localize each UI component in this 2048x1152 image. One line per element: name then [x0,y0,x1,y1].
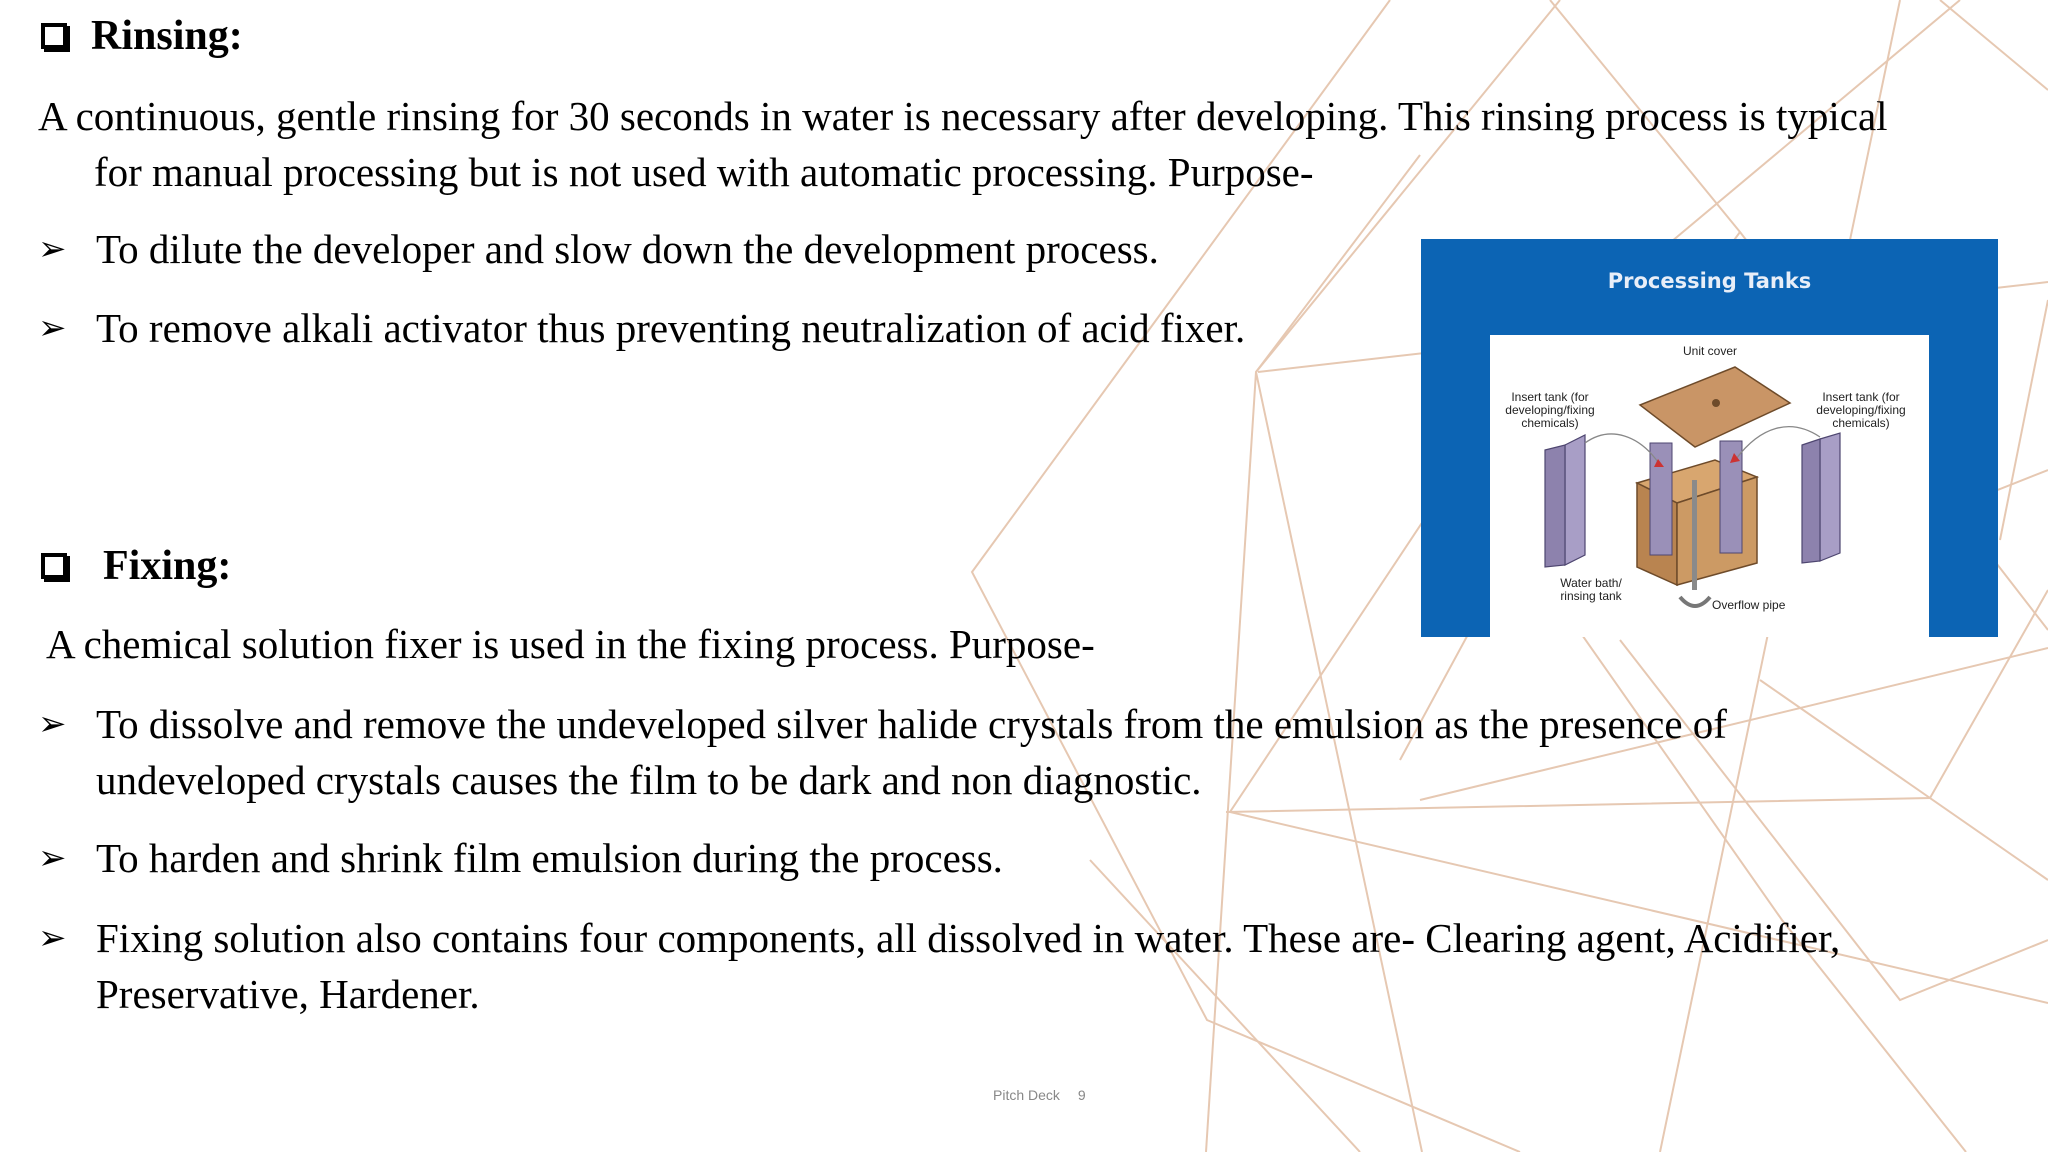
inner-insert-right [1720,441,1742,553]
unit-cover-shape [1640,367,1790,447]
rinsing-bullet-text: To remove alkali activator thus preventing neutralization of acid fixer. [96,305,1246,351]
label-water-bath: Water bath/ rinsing tank [1560,576,1622,603]
fixing-bullet-text: To harden and shrink film emulsion during the process. [96,835,1003,881]
label-unit-cover: Unit cover [1682,344,1738,358]
fixing-bullet-line2: undeveloped crystals causes the film to be dark and non diagnostic. [96,757,1202,803]
arrow-bullet-icon: ➢ [38,918,67,958]
rinsing-heading-text: Rinsing: [91,13,243,59]
checkbox-icon [41,23,67,49]
label-insert-tank-right: Insert tank (for developing/fixing chemicals) [1816,390,1906,430]
fixing-heading [41,542,231,590]
slide-footer [993,1087,1100,1103]
arrow-bullet-icon: ➢ [38,308,67,348]
inner-insert-left [1650,443,1672,555]
figure-diagram-panel [1490,335,1929,637]
label-overflow-pipe: Overflow pipe [1712,598,1786,612]
arrow-left [1585,434,1660,465]
rinsing-bullet [38,221,1159,277]
rinsing-bullet-text: To dilute the developer and slow down the development process. [96,226,1159,272]
fixing-bullet-line1: Fixing solution also contains four components, all dissolved in water. These are- Clearing agent, Acidifier, [96,915,1841,961]
fixing-intro-text: A chemical solution fixer is used in the fixing process. Purpose- [46,621,1095,667]
label-insert-tank-left: Insert tank (for developing/fixing chemicals) [1505,390,1595,430]
rinsing-heading [41,12,243,60]
fixing-heading-text: Fixing: [103,543,232,589]
footer-deck-name: Pitch Deck [993,1087,1060,1103]
overflow-pipe [1692,480,1697,590]
rinsing-intro-line2: for manual processing but is not used with automatic processing. Purpose- [94,149,1314,195]
figure-title: Processing Tanks [1607,269,1812,293]
fixing-bullet [38,696,1996,808]
arrow-bullet-icon: ➢ [38,704,67,744]
insert-tank-right [1820,433,1840,561]
fixing-bullet-line1: To dissolve and remove the undeveloped silver halide crystals from the emulsion as the presence of [96,701,1727,747]
pipe-drain [1680,597,1710,606]
checkbox-icon [41,553,67,579]
insert-tank-right-side [1802,439,1820,563]
insert-tank-left-side [1545,445,1565,567]
fixing-bullet-line2: Preservative, Hardener. [96,971,480,1017]
processing-tanks-figure [1421,239,1998,637]
fixing-intro [46,616,1095,672]
page-number: 9 [1077,1087,1086,1103]
cover-knob [1712,399,1720,407]
insert-tank-left [1565,435,1585,565]
arrow-bullet-icon: ➢ [38,229,67,269]
rinsing-intro-line1: A continuous, gentle rinsing for 30 seconds in water is necessary after developing. This rinsing process is typical [38,93,1888,139]
rinsing-intro [38,88,2018,200]
fixing-bullet [38,830,1003,886]
rinsing-bullet [38,300,1245,356]
arrow-bullet-icon: ➢ [38,838,67,878]
fixing-bullet [38,910,2036,1022]
